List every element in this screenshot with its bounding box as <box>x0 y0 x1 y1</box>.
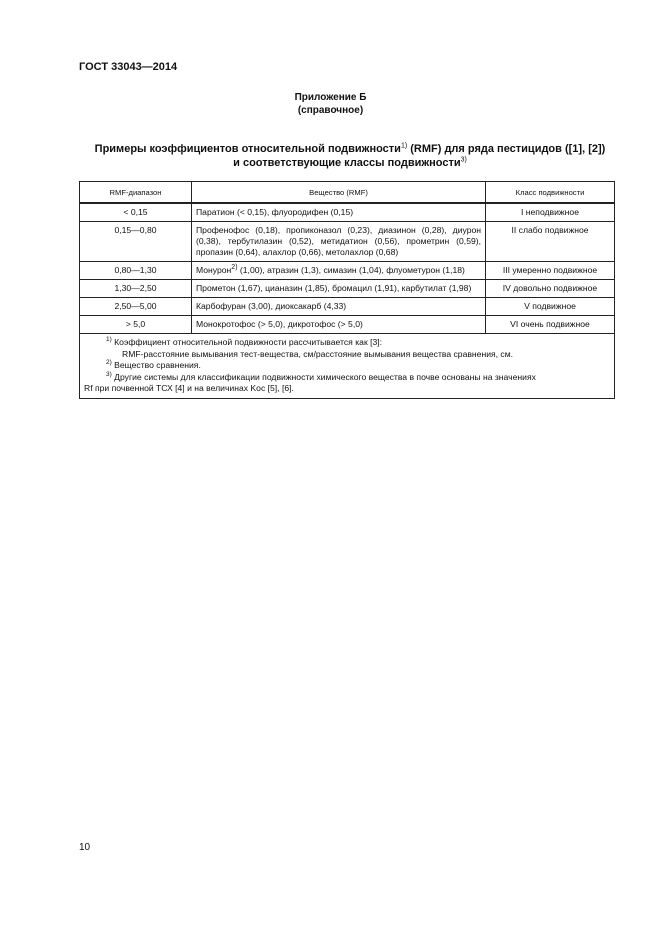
header-rmf-range: RMF-диапазон <box>80 182 192 204</box>
table-title-line2: и соответствующие классы подвижности$^{3)}$ <box>233 156 467 169</box>
mobility-class-cell: II слабо подвижное <box>486 222 615 262</box>
footnote-1-formula: RMF-расстояние вымывания тест-вещества, см/расстояние вымывания вещества сравнения, см. <box>122 348 514 359</box>
table-row <box>80 280 615 298</box>
table-row <box>80 298 615 316</box>
table-row <box>80 222 615 262</box>
table-title <box>60 142 640 170</box>
mobility-table <box>79 181 615 399</box>
substance-cell: Монурон$^{2)}$ (1,00), атразин (1,3), симазин (1,04), флуометурон (1,18) <box>192 262 486 280</box>
header-mobility-class: Класс подвижности <box>486 182 615 204</box>
table-notes-row <box>80 334 615 399</box>
footnote-ref: 2) <box>231 264 238 272</box>
header-substance: Вещество (RMF) <box>192 182 486 204</box>
standard-number: ГОСТ 33043—2014 <box>79 61 178 73</box>
mobility-class-cell: III умеренно подвижное <box>486 262 615 280</box>
footnote-2: $^{2)}$ Вещество сравнения. <box>106 359 201 370</box>
substance-cell: Монокротофос (> 5,0), дикротофос (> 5,0) <box>192 316 486 334</box>
footnote-3: $^{3)}$ Другие системы для классификации подвижности химического вещества в почве основаны на значениях <box>106 370 536 382</box>
rmf-range-cell: > 5,0 <box>80 316 192 334</box>
substance-cell: Паратион (< 0,15), флуородифен (0,15) <box>192 203 486 222</box>
rmf-range-cell: < 0,15 <box>80 203 192 222</box>
table-row <box>80 316 615 334</box>
table-row <box>80 262 615 280</box>
substance-cell: Карбофуран (3,00), диоксакарб (4,33) <box>192 298 486 316</box>
substance-cell: Профенофос (0,18), пропиконазол (0,23), диазинон (0,28), диурон (0,38), тербутилазин (0,52), метидатион (0,56), прометрин (0,59), пропазин (0,64), алахлор (0,66), метолахлор (0,68) <box>192 222 486 262</box>
rmf-range-cell: 1,30—2,50 <box>80 280 192 298</box>
rmf-range-cell: 0,15—0,80 <box>80 222 192 262</box>
footnote-3-continuation: Rf при почвенной ТСХ [4] и на величинах Koc [5], [6]. <box>84 383 294 393</box>
rmf-range-cell: 2,50—5,00 <box>80 298 192 316</box>
footnote-1: $^{1)}$ Коэффициент относительной подвижности рассчитывается как [3]: <box>106 336 383 347</box>
table-title-line1: Примеры коэффициентов относительной подвижности$^{1)}$ (RMF) для ряда пестицидов ([1], [2]) <box>94 142 606 155</box>
table-notes <box>80 334 615 399</box>
mobility-class-cell: IV довольно подвижное <box>486 280 615 298</box>
substance-cell: Прометон (1,67), цианазин (1,85), бромацил (1,91), карбутилат (1,98) <box>192 280 486 298</box>
mobility-class-cell: V подвижное <box>486 298 615 316</box>
table-header-row <box>80 182 615 204</box>
appendix-heading <box>0 91 661 117</box>
rmf-range-cell: 0,80—1,30 <box>80 262 192 280</box>
appendix-subtitle: (справочное) <box>297 105 364 116</box>
appendix-title: Приложение Б <box>294 92 367 103</box>
page-number: 10 <box>79 842 91 853</box>
mobility-class-cell: I неподвижное <box>486 203 615 222</box>
table-row <box>80 203 615 222</box>
mobility-class-cell: VI очень подвижное <box>486 316 615 334</box>
